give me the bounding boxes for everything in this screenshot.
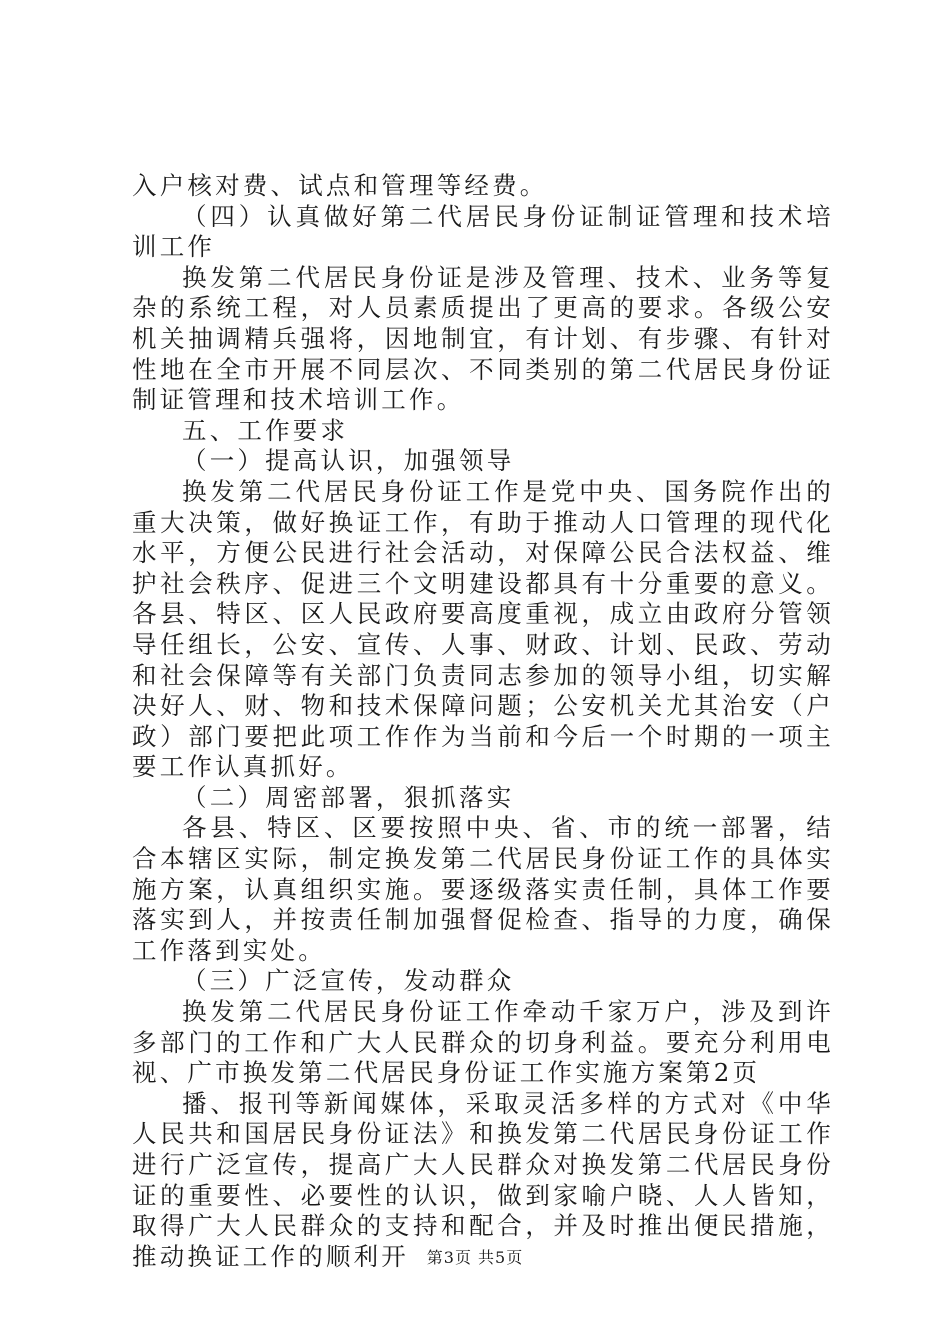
paragraph-1: 入户核对费、试点和管理等经费。 <box>132 171 548 200</box>
heading-section-4: （四）认真做好第二代居民身份证制证管理和技术培训工作 <box>132 201 834 262</box>
paragraph-3: 换发第二代居民身份证是涉及管理、技术、业务等复杂的系统工程，对人员素质提出了更高的要求。各级公安机关抽调精兵强将，因地制宜，有计划、有步骤、有针对性地在全市开展不同层次、不同类别的第二代居民身份证制证管理和技术培训工作。 <box>132 262 834 415</box>
heading-requirement-2: （二）周密部署，狠抓落实 <box>182 782 515 812</box>
heading-work-requirements: 五、工作要求 <box>182 415 349 445</box>
heading-requirement-1: （一）提高认识，加强领导 <box>182 446 515 476</box>
page-footer: 第3页 共5页 <box>426 1248 524 1267</box>
paragraph-8: 各县、特区、区要按照中央、省、市的统一部署，结合本辖区实际，制定换发第二代居民身份证工作的具体实施方案，认真组织实施。要逐级落实责任制，具体工作要落实到人，并按责任制加强督促检查、指导的力度，确保工作落到实处。 <box>132 813 834 965</box>
heading-requirement-3: （三）广泛宣传，发动群众 <box>182 966 515 996</box>
paragraph-6: 换发第二代居民身份证工作是党中央、国务院作出的重大决策，做好换证工作，有助于推动人口管理的现代化水平，方便公民进行社会活动，对保障公民合法权益、维护社会秩序、促进三个文明建设都具有十分重要的意义。各县、特区、区人民政府要高度重视，成立由政府分管领导任组长，公安、宣传、人事、财政、计划、民政、劳动和社会保障等有关部门负责同志参加的领导小组，切实解决好人、财、物和技术保障问题；公安机关尤其治安（户政）部门要把此项工作作为当前和今后一个时期的一项主要工作认真抓好。 <box>132 476 834 782</box>
document-body <box>132 171 834 1272</box>
paragraph-11: 播、报刊等新闻媒体，采取灵活多样的方式对《中华人民共和国居民身份证法》和换发第二代居民身份证工作进行广泛宣传，提高广大人民群众对换发第二代居民身份证的重要性、必要性的认识，做到家喻户晓、人人皆知，取得广大人民群众的支持和配合，并及时推出便民措施，推动换证工作的顺利开 <box>132 1088 834 1271</box>
paragraph-10: 换发第二代居民身份证工作牵动千家万户，涉及到许多部门的工作和广大人民群众的切身利益。要充分利用电视、广市换发第二代居民身份证工作实施方案第2页 <box>132 997 834 1088</box>
